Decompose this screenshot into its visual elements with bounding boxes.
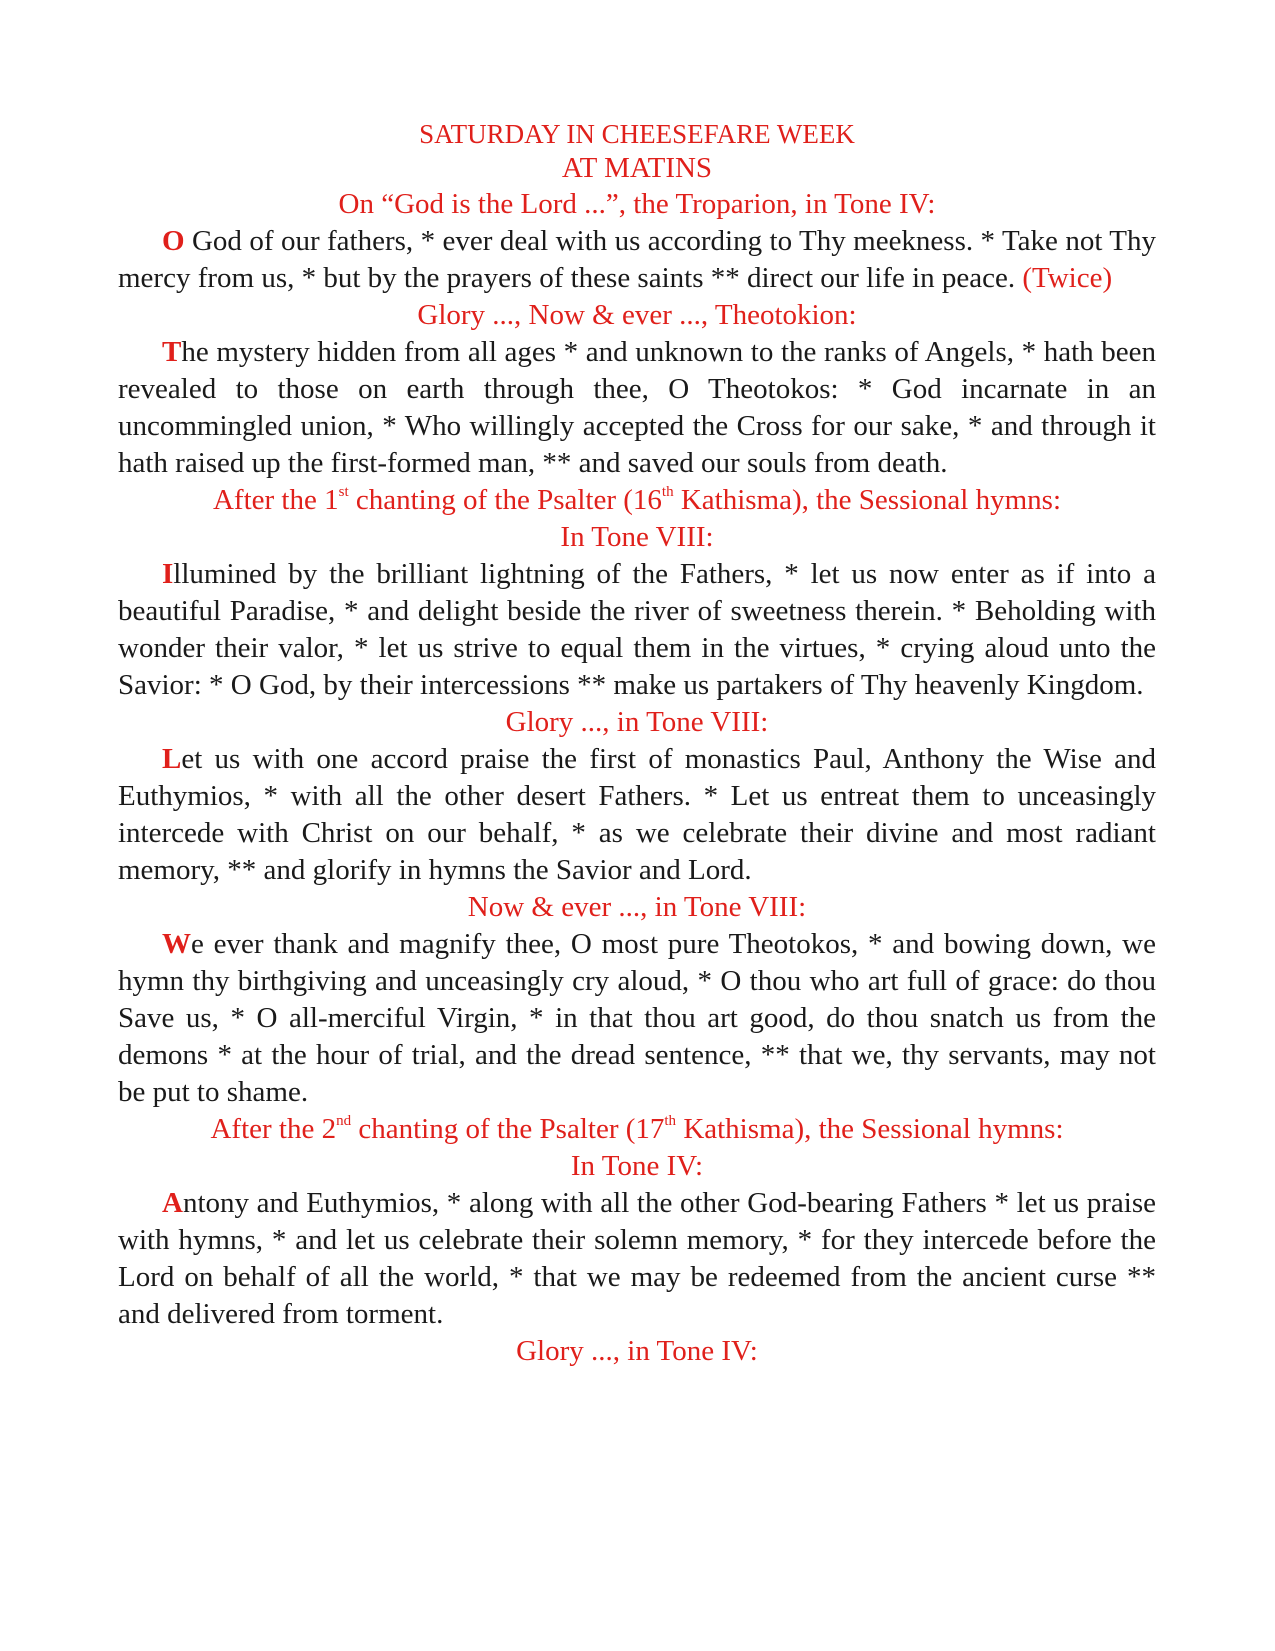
drop-cap: O: [162, 225, 185, 257]
hymn-text: ntony and Euthymios, * along with all the other God-bearing Fathers * let us praise with hymns, * and let us celebrate their solemn memory, * for they intercede before the Lord on behalf of all the world, * that we may be redeemed from the ancient curse ** and delivered from torment.: [118, 1187, 1156, 1330]
hymn-text: God of our fathers, * ever deal with us according to Thy meekness. * Take not Thy mercy from us, * but by the prayers of these saints ** direct our life in peace.: [118, 225, 1156, 294]
hymn-troparion: [118, 223, 1156, 297]
hymn-sessional-2: [118, 1185, 1156, 1333]
hymn-theotokion: [118, 334, 1156, 482]
drop-cap: L: [162, 743, 182, 775]
rubric-troparion: On “God is the Lord ...”, the Troparion, in Tone IV:: [338, 188, 936, 220]
hymn-text: llumined by the brilliant lightning of the Fathers, * let us now enter as if into a beautiful Paradise, * and delight beside the river of sweetness therein. * Beholding with wonder their valor, * let us strive to equal them in the virtues, * crying aloud unto the Savior: * O God, by their intercessions ** make us partakers of Thy heavenly Kingdom.: [118, 558, 1156, 701]
drop-cap: T: [162, 336, 182, 368]
rubric-theotokion: Glory ..., Now & ever ..., Theotokion:: [417, 299, 857, 331]
hymn-glory: [118, 741, 1156, 889]
hymn-text: he mystery hidden from all ages * and unknown to the ranks of Angels, * hath been revealed to those on earth through thee, O Theotokos: * God incarnate in an uncommingled union, * Who willingly accepted the Cross for our sake, * and through it hath raised up the first-formed man, ** and saved our souls from death.: [118, 336, 1156, 479]
rubric-part: chanting of the Psalter (17: [351, 1113, 665, 1145]
rubric-part: After the 2: [210, 1113, 337, 1145]
ordinal-suffix: th: [661, 484, 674, 501]
hymn-text: e ever thank and magnify thee, O most pure Theotokos, * and bowing down, we hymn thy birthgiving and unceasingly cry aloud, * O thou who art full of grace: do thou Save us, * O all-merciful Virgin, * in that thou art good, do thou snatch us from the demons * at the hour of trial, and the dread sentence, ** that we, thy servants, may not be put to shame.: [118, 928, 1156, 1108]
rubric-part: chanting of the Psalter (16: [348, 484, 662, 516]
rubric-part: Kathisma), the Sessional hymns:: [673, 484, 1062, 516]
rubric-glory-tone-iv: Glory ..., in Tone IV:: [516, 1335, 758, 1367]
rubric-now-and-ever: Now & ever ..., in Tone VIII:: [467, 891, 807, 923]
rubric-part: After the 1: [212, 484, 339, 516]
drop-cap: I: [162, 558, 174, 590]
hymn-sessional-1: [118, 556, 1156, 704]
rubric-tone: In Tone IV:: [570, 1150, 704, 1182]
rubric-tone: In Tone VIII:: [560, 521, 714, 553]
rubric-part: Kathisma), the Sessional hymns:: [676, 1113, 1064, 1145]
ordinal-suffix: th: [664, 1113, 677, 1130]
drop-cap: W: [162, 928, 191, 960]
rubric-second-kathisma: [118, 1111, 1156, 1148]
page-subtitle: AT MATINS: [561, 152, 713, 184]
hymn-now-and-ever: [118, 926, 1156, 1111]
ordinal-suffix: nd: [336, 1113, 352, 1130]
rubric-glory: Glory ..., in Tone VIII:: [505, 706, 769, 738]
drop-cap: A: [162, 1187, 183, 1219]
ordinal-suffix: st: [338, 484, 349, 501]
page-title: SATURDAY IN CHEESEFARE WEEK: [419, 119, 855, 149]
document-page: [118, 118, 1156, 1370]
repeat-note: (Twice): [1022, 262, 1113, 294]
rubric-first-kathisma: [118, 482, 1156, 519]
hymn-text: et us with one accord praise the first of monastics Paul, Anthony the Wise and Euthymios, * with all the other desert Fathers. * Let us entreat them to unceasingly intercede with Christ on our behalf, * as we celebrate their divine and most radiant memory, ** and glorify in hymns the Savior and Lord.: [118, 743, 1156, 886]
